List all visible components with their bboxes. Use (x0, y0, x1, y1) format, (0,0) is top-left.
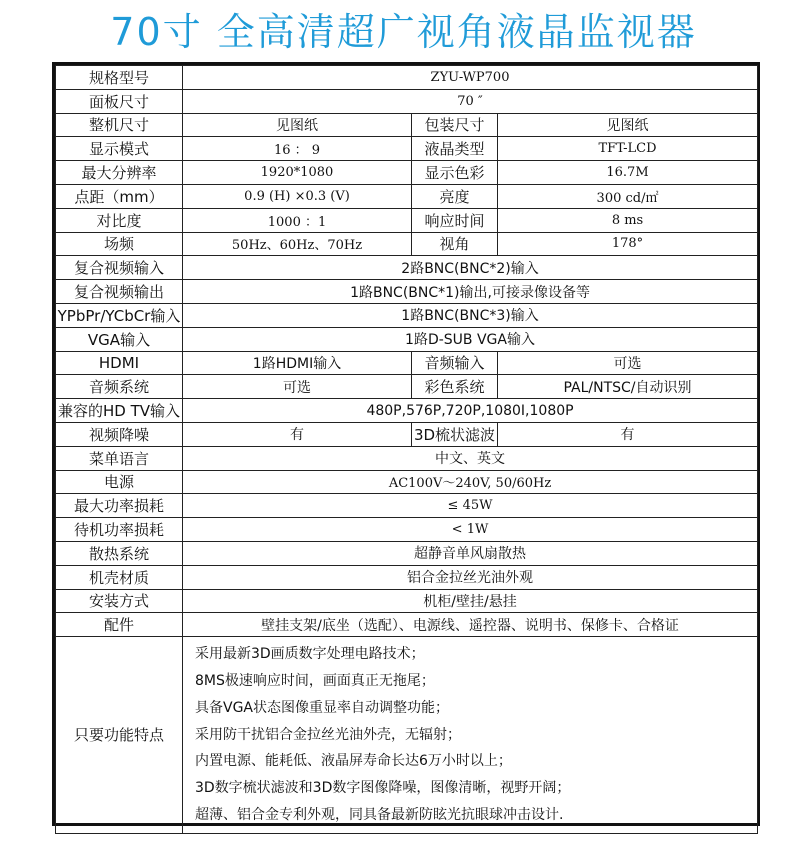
spec-row (56, 541, 758, 565)
spec-label-2: 响应时间 (412, 208, 498, 232)
spec-value: < 1W (183, 518, 758, 542)
features-row (56, 637, 758, 834)
spec-value: 1920*1080 (183, 161, 412, 185)
feature-item: 具备VGA状态图像重显率自动调整功能； (195, 699, 450, 716)
spec-value-2: 8 ms (498, 208, 758, 232)
spec-label: YPbPr/YCbCr输入 (56, 303, 183, 327)
spec-label: 显示模式 (56, 137, 183, 161)
spec-value: 480P,576P,720P,1080I,1080P (183, 399, 758, 423)
spec-label: 点距（mm） (56, 184, 183, 208)
spec-value-2: 178° (498, 232, 758, 256)
spec-row (56, 256, 758, 280)
spec-value-2: 可选 (498, 351, 758, 375)
spec-label-2: 视角 (412, 232, 498, 256)
features-label: 只要功能特点 (56, 637, 183, 834)
spec-value: 可选 (183, 375, 412, 399)
spec-row (56, 565, 758, 589)
spec-value: ZYU-WP700 (183, 66, 758, 90)
spec-value: ≤ 45W (183, 494, 758, 518)
spec-label: 机壳材质 (56, 565, 183, 589)
spec-label: 菜单语言 (56, 446, 183, 470)
spec-label: 安装方式 (56, 589, 183, 613)
spec-label-2: 显示色彩 (412, 161, 498, 185)
spec-row (56, 470, 758, 494)
spec-row (56, 232, 758, 256)
spec-label: 电源 (56, 470, 183, 494)
spec-row (56, 446, 758, 470)
spec-value-2: TFT-LCD (498, 137, 758, 161)
feature-item: 采用防干扰铝合金拉丝光油外壳，无辐射； (195, 726, 461, 743)
spec-row (56, 494, 758, 518)
spec-label: 场频 (56, 232, 183, 256)
spec-label: VGA输入 (56, 327, 183, 351)
spec-label: 散热系统 (56, 541, 183, 565)
spec-row (56, 399, 758, 423)
spec-value: AC100V～240V, 50/60Hz (183, 470, 758, 494)
spec-label: 复合视频输入 (56, 256, 183, 280)
spec-label: 整机尺寸 (56, 113, 183, 137)
spec-label-2: 3D梳状滤波 (412, 422, 498, 446)
spec-label: 最大分辨率 (56, 161, 183, 185)
spec-value-2: 16.7M (498, 161, 758, 185)
spec-label: 规格型号 (56, 66, 183, 90)
spec-value-2: 见图纸 (498, 113, 758, 137)
spec-label-2: 液晶类型 (412, 137, 498, 161)
spec-row (56, 208, 758, 232)
spec-label-2: 包装尺寸 (412, 113, 498, 137)
spec-value: 0.9 (H) ×0.3 (V) (183, 184, 412, 208)
spec-row (56, 518, 758, 542)
spec-row (56, 422, 758, 446)
spec-row (56, 161, 758, 185)
spec-row (56, 303, 758, 327)
feature-item: 3D数字梳状滤波和3D数字图像降噪，图像清晰，视野开阔； (195, 780, 571, 797)
spec-value: 铝合金拉丝光油外观 (183, 565, 758, 589)
spec-label: HDMI (56, 351, 183, 375)
feature-item: 超薄、铝合金专利外观，同具备最新防眩光抗眼球冲击设计. (195, 806, 564, 823)
spec-value: 2路BNC(BNC*2)输入 (183, 256, 758, 280)
spec-label: 配件 (56, 613, 183, 637)
spec-row (56, 137, 758, 161)
spec-row (56, 89, 758, 113)
spec-label: 对比度 (56, 208, 183, 232)
spec-label: 待机功率损耗 (56, 518, 183, 542)
spec-value-2: PAL/NTSC/自动识别 (498, 375, 758, 399)
spec-row (56, 613, 758, 637)
spec-value: 1000 ：1 (183, 208, 412, 232)
spec-row (56, 113, 758, 137)
spec-value: 1路HDMI输入 (183, 351, 412, 375)
spec-label-2: 亮度 (412, 184, 498, 208)
spec-value: 中文、英文 (183, 446, 758, 470)
spec-value: 1路BNC(BNC*1)输出,可接录像设备等 (183, 280, 758, 304)
feature-item: 内置电源、能耗低、液晶屏寿命长达6万小时以上； (195, 753, 512, 770)
spec-row (56, 184, 758, 208)
spec-value-2: 有 (498, 422, 758, 446)
spec-value: 有 (183, 422, 412, 446)
spec-value: 超静音单风扇散热 (183, 541, 758, 565)
spec-row (56, 375, 758, 399)
spec-value-2: 300 cd/㎡ (498, 184, 758, 208)
spec-row (56, 351, 758, 375)
spec-label-2: 音频输入 (412, 351, 498, 375)
spec-label: 视频降噪 (56, 422, 183, 446)
spec-table-frame (52, 62, 760, 826)
spec-row (56, 66, 758, 90)
spec-value: 16 ： 9 (183, 137, 412, 161)
spec-value: 1路BNC(BNC*3)输入 (183, 303, 758, 327)
spec-label: 最大功率损耗 (56, 494, 183, 518)
spec-label: 音频系统 (56, 375, 183, 399)
spec-value: 壁挂支架/底坐（选配）、电源线、遥控器、说明书、保修卡、合格证 (183, 613, 758, 637)
spec-value: 机柜/壁挂/悬挂 (183, 589, 758, 613)
spec-label: 面板尺寸 (56, 89, 183, 113)
page-title: 70寸 全高清超广视角液晶监视器 (110, 10, 697, 54)
spec-row (56, 589, 758, 613)
features-list (183, 637, 758, 834)
spec-value: 见图纸 (183, 113, 412, 137)
spec-table (55, 65, 758, 834)
spec-label: 复合视频输出 (56, 280, 183, 304)
feature-item: 8MS极速响应时间，画面真正无拖尾； (195, 672, 435, 689)
spec-row (56, 327, 758, 351)
spec-value: 50Hz、60Hz、70Hz (183, 232, 412, 256)
feature-item: 采用最新3D画质数字处理电路技术； (195, 646, 425, 663)
spec-row (56, 280, 758, 304)
spec-value: 70 ″ (183, 89, 758, 113)
spec-label: 兼容的HD TV输入 (56, 399, 183, 423)
spec-value: 1路D-SUB VGA输入 (183, 327, 758, 351)
spec-label-2: 彩色系统 (412, 375, 498, 399)
